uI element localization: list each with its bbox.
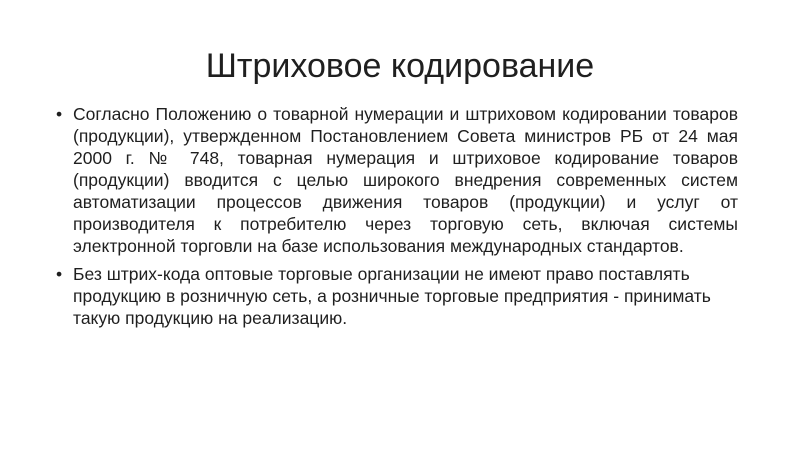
bullet-item (56, 263, 738, 329)
bullet-dot-icon: • (56, 104, 63, 124)
slide-title: Штриховое кодирование (205, 47, 595, 85)
bullet-text: Без штрих-кода оптовые торговые организации не имеют право поставлять продукцию в розничную сеть, а розничные торговые предприятия - принимать такую продукцию на реализацию. (73, 264, 711, 328)
bullet-text: Согласно Положению о товарной нумерации и штриховом кодировании товаров (продукции), утвержденном Постановлением Совета министров РБ от 24 мая 2000 г. № 748, товарная нумерация и штриховое кодирование товаров (продукции) вводится с целью широкого внедрения современных систем автоматизации процессов движения товаров (продукции) и услуг от производителя к потребителю через торговую сеть, включая системы электронной торговли на базе использования международных стандартов. (73, 104, 738, 256)
bullet-list (56, 103, 738, 329)
bullet-dot-icon: • (56, 264, 63, 284)
bullet-item (56, 103, 738, 257)
